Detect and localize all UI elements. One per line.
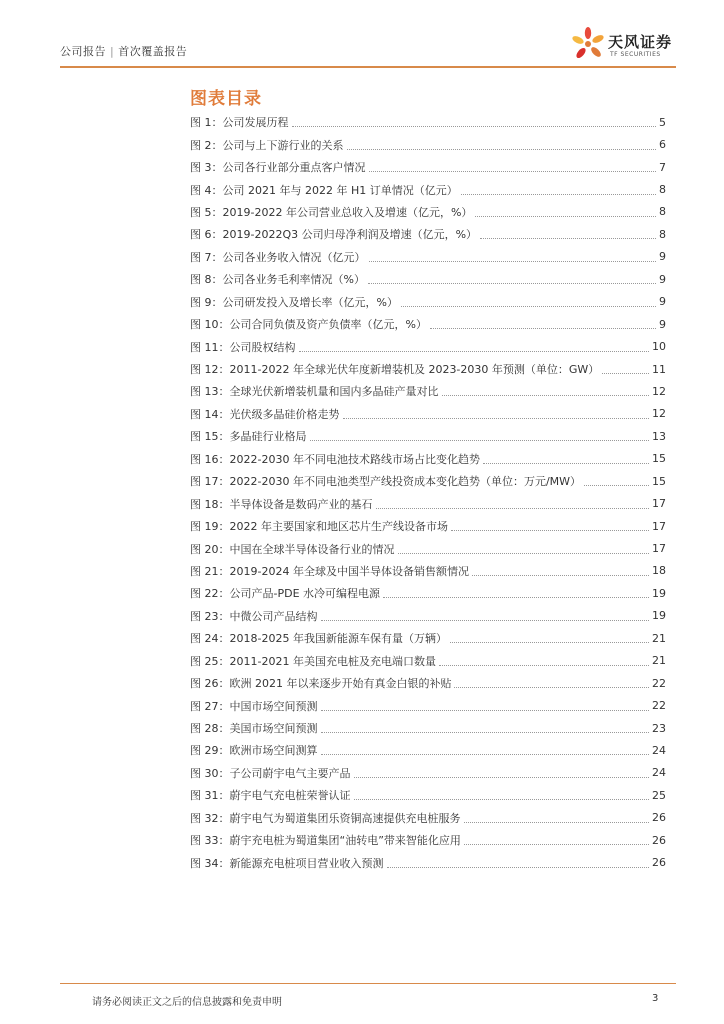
toc-dot-leader bbox=[321, 731, 650, 733]
toc-dot-leader bbox=[398, 552, 650, 554]
toc-entry-page: 23 bbox=[652, 721, 666, 735]
toc-entry-page: 24 bbox=[652, 766, 666, 780]
toc-entry-page: 26 bbox=[652, 811, 666, 825]
toc-entry[interactable] bbox=[190, 784, 666, 806]
toc-entry[interactable] bbox=[190, 515, 666, 537]
report-type-header bbox=[60, 43, 187, 59]
toc-entry[interactable] bbox=[190, 313, 666, 335]
toc-dot-leader bbox=[299, 350, 650, 352]
toc-entry[interactable] bbox=[190, 111, 666, 133]
toc-entry-page: 21 bbox=[652, 631, 666, 645]
toc-dot-leader bbox=[584, 484, 649, 486]
toc-entry-title: 图 16：2022-2030 年不同电池技术路线市场占比变化趋势 bbox=[190, 452, 480, 466]
toc-entry-title: 图 14：光伏级多晶硅价格走势 bbox=[190, 407, 340, 421]
toc-entry-page: 11 bbox=[652, 362, 666, 376]
toc-entry-title: 图 30：子公司蔚宇电气主要产品 bbox=[190, 766, 351, 780]
toc-entry[interactable] bbox=[190, 762, 666, 784]
toc-entry-title: 图 1：公司发展历程 bbox=[190, 116, 289, 130]
company-logo bbox=[568, 24, 678, 64]
toc-entry[interactable] bbox=[190, 650, 666, 672]
toc-entry-title: 图 13：全球光伏新增装机量和国内多晶硅产量对比 bbox=[190, 385, 439, 399]
toc-entry[interactable] bbox=[190, 425, 666, 447]
toc-entry-title: 图 3：公司各行业部分重点客户情况 bbox=[190, 161, 366, 175]
toc-dot-leader bbox=[454, 686, 649, 688]
toc-dot-leader bbox=[464, 843, 649, 845]
header-separator: | bbox=[110, 45, 115, 58]
toc-entry-page: 9 bbox=[659, 272, 666, 286]
toc-dot-leader bbox=[369, 170, 657, 172]
toc-dot-leader bbox=[461, 193, 656, 195]
logo-chinese-name: 天风证券 bbox=[608, 33, 673, 51]
toc-entry[interactable] bbox=[190, 807, 666, 829]
toc-entry-page: 21 bbox=[652, 654, 666, 668]
toc-entry[interactable] bbox=[190, 156, 666, 178]
toc-entry-title: 图 8：公司各业务毛利率情况（%） bbox=[190, 273, 365, 287]
toc-dot-leader bbox=[354, 776, 650, 778]
tf-flower-logo-icon bbox=[568, 24, 608, 64]
toc-dot-leader bbox=[368, 282, 656, 284]
toc-entry[interactable] bbox=[190, 268, 666, 290]
toc-dot-leader bbox=[451, 529, 649, 531]
toc-dot-leader bbox=[376, 507, 650, 509]
toc-entry[interactable] bbox=[190, 448, 666, 470]
toc-dot-leader bbox=[475, 215, 656, 217]
toc-entry-title: 图 33：蔚宇充电桩为蜀道集团“油转电”带来智能化应用 bbox=[190, 834, 461, 848]
toc-entry-title: 图 11：公司股权结构 bbox=[190, 340, 296, 354]
toc-entry-title: 图 34：新能源充电桩项目营业收入预测 bbox=[190, 856, 384, 870]
toc-entry-page: 5 bbox=[659, 115, 666, 129]
toc-entry-page: 6 bbox=[659, 138, 666, 152]
toc-entry[interactable] bbox=[190, 246, 666, 268]
toc-dot-leader bbox=[369, 260, 657, 262]
toc-entry-title: 图 5：2019-2022 年公司营业总收入及增速（亿元，%） bbox=[190, 205, 473, 219]
toc-entry[interactable] bbox=[190, 358, 666, 380]
header-divider bbox=[60, 66, 676, 68]
toc-entry-title: 图 28：美国市场空间预测 bbox=[190, 722, 318, 736]
toc-entry-page: 10 bbox=[652, 340, 666, 354]
toc-entry-title: 图 10：公司合同负债及资产负债率（亿元，%） bbox=[190, 318, 427, 332]
toc-entry-page: 17 bbox=[652, 519, 666, 533]
toc-entry-title: 图 17：2022-2030 年不同电池类型产线投资成本变化趋势（单位：万元/MW） bbox=[190, 475, 582, 489]
toc-entry-page: 22 bbox=[652, 676, 666, 690]
toc-entry-page: 19 bbox=[652, 586, 666, 600]
toc-entry-title: 图 19：2022 年主要国家和地区芯片生产线设备市场 bbox=[190, 520, 448, 534]
toc-entry[interactable] bbox=[190, 672, 666, 694]
toc-entry-title: 图 23：中微公司产品结构 bbox=[190, 609, 318, 623]
toc-entry[interactable] bbox=[190, 335, 666, 357]
toc-entry-page: 22 bbox=[652, 699, 666, 713]
toc-entry-title: 图 9：公司研发投入及增长率（亿元，%） bbox=[190, 295, 398, 309]
toc-entry-title: 图 22：公司产品-PDE 水冷可编程电源 bbox=[190, 587, 381, 601]
toc-entry[interactable] bbox=[190, 291, 666, 313]
figure-toc-list bbox=[190, 111, 666, 874]
footer-disclaimer: 请务必阅读正文之后的信息披露和免责申明 bbox=[92, 997, 282, 1008]
report-type: 公司报告 bbox=[60, 45, 106, 58]
toc-entry[interactable] bbox=[190, 627, 666, 649]
toc-entry-page: 8 bbox=[659, 227, 666, 241]
toc-entry[interactable] bbox=[190, 470, 666, 492]
toc-entry-title: 图 15：多晶硅行业格局 bbox=[190, 430, 307, 444]
toc-entry-page: 15 bbox=[652, 452, 666, 466]
toc-dot-leader bbox=[347, 148, 657, 150]
footer-divider bbox=[60, 983, 676, 984]
toc-entry-title: 图 21：2019-2024 年全球及中国半导体设备销售额情况 bbox=[190, 564, 469, 578]
logo-english-name: TF SECURITIES bbox=[610, 51, 661, 58]
toc-title: 图表目录 bbox=[190, 89, 262, 109]
toc-entry-title: 图 12：2011-2022 年全球光伏年度新增装机及 2023-2030 年预测（单位：GW） bbox=[190, 363, 600, 377]
toc-entry-title: 图 25：2011-2021 年美国充电桩及充电端口数量 bbox=[190, 654, 436, 668]
toc-dot-leader bbox=[343, 417, 650, 419]
toc-entry-title: 图 2：公司与上下游行业的关系 bbox=[190, 138, 344, 152]
toc-entry[interactable] bbox=[190, 380, 666, 402]
toc-entry-page: 12 bbox=[652, 407, 666, 421]
report-subtype: 首次覆盖报告 bbox=[118, 45, 188, 58]
toc-entry-page: 26 bbox=[652, 856, 666, 870]
toc-entry[interactable] bbox=[190, 829, 666, 851]
toc-entry-title: 图 20：中国在全球半导体设备行业的情况 bbox=[190, 542, 395, 556]
toc-entry[interactable] bbox=[190, 201, 666, 223]
page-number: 3 bbox=[652, 993, 659, 1004]
toc-entry-page: 24 bbox=[652, 743, 666, 757]
toc-dot-leader bbox=[321, 619, 650, 621]
toc-entry-title: 图 4：公司 2021 年与 2022 年 H1 订单情况（亿元） bbox=[190, 183, 458, 197]
toc-entry-page: 26 bbox=[652, 833, 666, 847]
toc-dot-leader bbox=[292, 125, 657, 127]
toc-entry-page: 9 bbox=[659, 317, 666, 331]
toc-dot-leader bbox=[472, 574, 649, 576]
toc-dot-leader bbox=[354, 798, 650, 800]
toc-entry-title: 图 6：2019-2022Q3 公司归母净利润及增速（亿元，%） bbox=[190, 228, 478, 242]
toc-entry-page: 7 bbox=[659, 160, 666, 174]
toc-entry-page: 18 bbox=[652, 564, 666, 578]
toc-entry-title: 图 24：2018-2025 年我国新能源车保有量（万辆） bbox=[190, 632, 447, 646]
toc-entry-title: 图 27：中国市场空间预测 bbox=[190, 699, 318, 713]
toc-entry-page: 17 bbox=[652, 497, 666, 511]
toc-entry-title: 图 32：蔚宇电气为蜀道集团乐资铜高速提供充电桩服务 bbox=[190, 811, 461, 825]
toc-entry[interactable] bbox=[190, 223, 666, 245]
toc-entry-page: 19 bbox=[652, 609, 666, 623]
toc-dot-leader bbox=[321, 753, 650, 755]
toc-dot-leader bbox=[387, 866, 650, 868]
toc-entry[interactable] bbox=[190, 739, 666, 761]
toc-dot-leader bbox=[430, 327, 656, 329]
toc-dot-leader bbox=[483, 462, 649, 464]
toc-entry[interactable] bbox=[190, 717, 666, 739]
toc-entry[interactable] bbox=[190, 560, 666, 582]
toc-dot-leader bbox=[383, 596, 649, 598]
toc-dot-leader bbox=[310, 439, 650, 441]
toc-entry-title: 图 31：蔚宇电气充电桩荣誉认证 bbox=[190, 789, 351, 803]
toc-entry-title: 图 29：欧洲市场空间测算 bbox=[190, 744, 318, 758]
toc-dot-leader bbox=[439, 664, 649, 666]
toc-dot-leader bbox=[321, 709, 650, 711]
toc-entry-page: 9 bbox=[659, 250, 666, 264]
toc-entry-page: 8 bbox=[659, 183, 666, 197]
toc-entry-page: 12 bbox=[652, 384, 666, 398]
toc-dot-leader bbox=[480, 237, 656, 239]
toc-entry-page: 9 bbox=[659, 295, 666, 309]
toc-entry[interactable] bbox=[190, 178, 666, 200]
toc-entry[interactable] bbox=[190, 582, 666, 604]
toc-entry[interactable] bbox=[190, 403, 666, 425]
toc-dot-leader bbox=[602, 372, 649, 374]
toc-entry[interactable] bbox=[190, 694, 666, 716]
toc-dot-leader bbox=[401, 305, 656, 307]
toc-entry[interactable] bbox=[190, 492, 666, 514]
toc-entry-page: 8 bbox=[659, 205, 666, 219]
toc-entry-title: 图 26：欧洲 2021 年以来逐步开始有真金白银的补贴 bbox=[190, 677, 452, 691]
toc-entry[interactable] bbox=[190, 133, 666, 155]
toc-entry[interactable] bbox=[190, 537, 666, 559]
toc-dot-leader bbox=[450, 641, 649, 643]
toc-entry-page: 17 bbox=[652, 542, 666, 556]
toc-dot-leader bbox=[464, 821, 650, 823]
toc-entry-page: 25 bbox=[652, 788, 666, 802]
toc-entry-title: 图 18：半导体设备是数码产业的基石 bbox=[190, 497, 373, 511]
toc-entry-title: 图 7：公司各业务收入情况（亿元） bbox=[190, 250, 366, 264]
toc-dot-leader bbox=[442, 394, 650, 396]
toc-entry[interactable] bbox=[190, 851, 666, 873]
toc-entry[interactable] bbox=[190, 605, 666, 627]
toc-entry-page: 13 bbox=[652, 429, 666, 443]
toc-entry-page: 15 bbox=[652, 474, 666, 488]
